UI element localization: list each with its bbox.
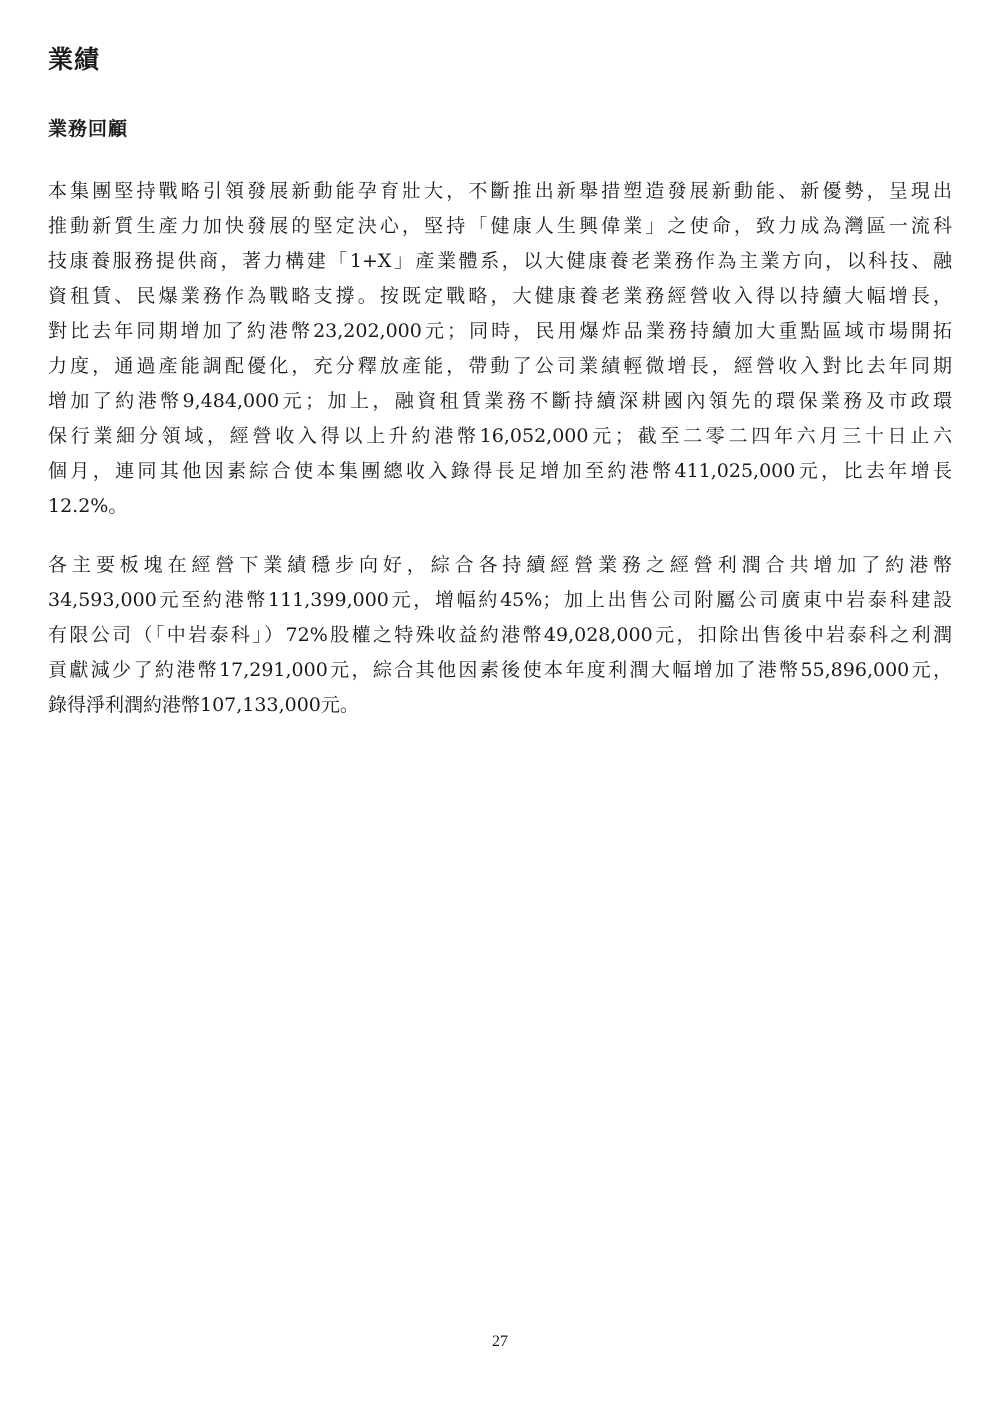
text-line: 力度，通過產能調配優化，充分釋放產能，帶動了公司業績輕微增長，經營收入對比去年同期	[48, 355, 952, 377]
business-review-paragraph-2	[48, 548, 952, 723]
text-line: 推動新質生產力加快發展的堅定決心，堅持「健康人生興偉業」之使命，致力成為灣區一流科	[48, 215, 952, 237]
text-line: 有限公司（「中岩泰科」）72%股權之特殊收益約港幣49,028,000元，扣除出售後中岩泰科之利潤	[48, 624, 952, 646]
text-line: 12.2%。	[48, 495, 128, 517]
text-line: 貢獻減少了約港幣17,291,000元，綜合其他因素後使本年度利潤大幅增加了港幣55,896,000元，	[48, 659, 952, 681]
text-line: 保行業細分領域，經營收入得以上升約港幣16,052,000元；截至二零二四年六月三十日止六	[48, 425, 952, 447]
text-line: 34,593,000元至約港幣111,399,000元，增幅約45%；加上出售公司附屬公司廣東中岩泰科建設	[48, 589, 952, 611]
text-line: 對比去年同期增加了約港幣23,202,000元；同時，民用爆炸品業務持續加大重點區域市場開拓	[48, 320, 952, 342]
business-review-paragraph-1	[48, 174, 952, 524]
text-line: 技康養服務提供商，著力構建「1+X」產業體系，以大健康養老業務作為主業方向，以科技、融	[48, 250, 952, 272]
text-line: 錄得淨利潤約港幣107,133,000元。	[48, 694, 359, 716]
text-line: 資租賃、民爆業務作為戰略支撐。按既定戰略，大健康養老業務經營收入得以持續大幅增長，	[48, 285, 952, 307]
text-line: 各主要板塊在經營下業績穩步向好，綜合各持續經營業務之經營利潤合共增加了約港幣	[48, 554, 952, 576]
text-line: 本集團堅持戰略引領發展新動能孕育壯大，不斷推出新舉措塑造發展新動能、新優勢，呈現出	[48, 180, 952, 202]
sub-title: 業務回顧	[48, 118, 129, 140]
page-number: 27	[492, 1333, 508, 1350]
text-line: 增加了約港幣9,484,000元；加上，融資租賃業務不斷持續深耕國內領先的環保業務及市政環	[48, 390, 952, 412]
section-title: 業績	[48, 45, 101, 74]
text-line: 個月，連同其他因素綜合使本集團總收入錄得長足增加至約港幣411,025,000元，比去年增長	[48, 460, 952, 482]
